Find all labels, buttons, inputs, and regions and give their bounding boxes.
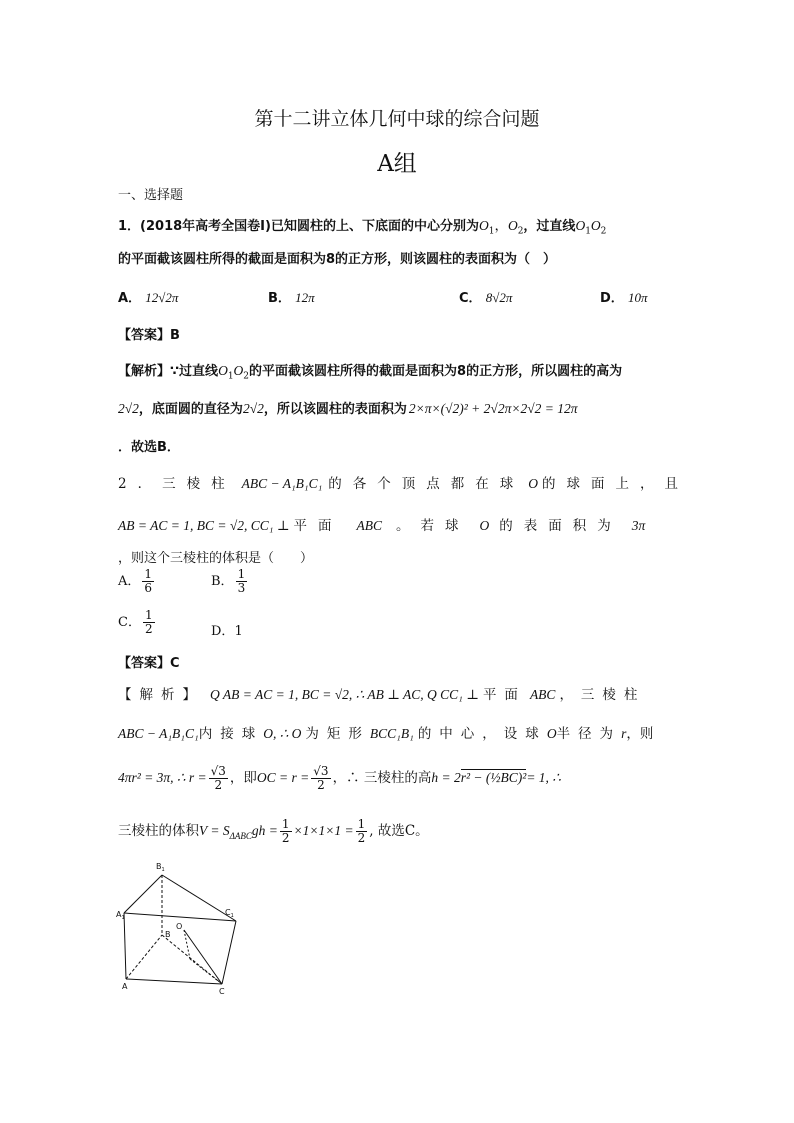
q1-line-o1: O [575,218,586,233]
q1-o1: O [478,218,489,233]
q1-stem: 1．(2018年高考全国卷Ⅰ)已知圆柱的上、下底面的中心分别为 [118,219,479,234]
q2-stem-c: 的球面上，且 [542,476,690,492]
q2-analysis-bcc1b1: BCC₁B₁ [369,726,414,741]
q2-analysis-h: h = 2 [431,770,461,786]
q2-option-a [118,568,156,595]
q1-analysis-line2 [118,398,577,417]
q2-plane-abc: ABC [356,518,383,533]
q1-sep: ， [494,218,508,234]
q2-stem-d: 。若球 [396,518,470,534]
label-b1: $B_1$ [156,862,165,873]
q2-answer [118,652,180,671]
q2-analysis-oc-den: 2 [317,778,325,793]
q2-analysis-o: O, ∴ O [263,726,302,741]
q2-analysis-line1 [118,683,645,703]
q2-option-c-den: 2 [144,622,153,637]
q1-analysis-text1: ∵过直线 [170,364,219,379]
q1-answer [118,324,180,343]
q2-option-c [118,609,157,636]
q2-option-d [211,620,243,639]
q2-line1 [118,472,689,492]
q2-option-c-num: 1 [144,608,153,622]
q1-o2-sub: 2 [517,226,524,237]
q2-analysis-then: ，则 [626,726,654,742]
q2-option-a-num: 1 [144,567,153,581]
q2-line2 [118,514,645,534]
q2-sphere-o: O [528,476,539,491]
q2-option-a-label: A． [118,574,141,590]
q1-option-b-value: 12π [295,290,315,305]
q2-analysis-v: V = S [199,823,230,839]
q2-analysis-half2-den: 2 [357,831,366,846]
q1-answer-value: B [170,328,180,343]
q1-analysis-o1-sub: 1 [227,371,234,382]
q2-analysis-ie: ，即 [229,770,257,787]
q1-o2: O [507,218,518,233]
prism-figure [112,855,242,1000]
q1-line-o2: O [590,218,601,233]
q2-analysis-o3: O [546,726,557,741]
q1-option-c-label: C． [459,291,482,306]
q1-option-d-label: D． [600,291,624,306]
q1-line-o1-sub: 1 [585,226,591,237]
q2-analysis-volume-text: 三棱柱的体积 [118,823,199,840]
q2-analysis-sqrt: r² − (½BC)² [460,770,527,786]
q1-line-o2-sub: 2 [600,226,607,237]
q2-option-c-label: C． [118,615,141,631]
q1-analysis-label: 【解析】 [118,364,171,379]
q2-option-c-fraction [143,609,155,636]
q1-option-c-value: 8√2π [485,290,513,305]
q2-analysis-prism-word: ，三棱柱 [559,687,646,703]
edge-a1b1 [124,875,162,913]
label-o: O [176,922,183,931]
q1-o1-sub: 1 [488,226,495,237]
q2-stem: 2．三棱柱 [118,476,236,492]
q2-analysis-oc-num: √3 [313,764,329,778]
section-heading: 一、选择题 [118,188,184,203]
q2-analysis-eq1: 4πr² = 3π, ∴ r = [118,770,207,786]
q2-analysis-v-sub: ΔABC [229,830,252,841]
q2-analysis-r-den: 2 [214,778,223,793]
q2-analysis-prism: ABC − A₁B₁C₁ [118,726,199,741]
edge-ab [126,935,162,979]
q1-analysis-text2d: ，所以该圆柱的表面积为 [263,402,407,417]
q2-analysis-oc-frac [311,765,330,792]
q1-surface-area-formula: 2×π×(√2)² + 2√2π×2√2 = 12π [408,401,578,416]
q1-analysis-o2-sub: 2 [243,371,250,382]
q2-stem-b: 的各个顶点都在球 [328,476,525,492]
q2-analysis-r-num: √3 [210,764,226,778]
q2-analysis-h-result: = 1, ∴ [526,770,561,786]
q2-analysis-line3 [118,765,561,792]
q2-condition: AB = AC = 1, BC = √2, CC₁ ⊥ [118,518,290,533]
edge-ac [126,979,222,984]
q2-analysis-r: r [621,726,627,741]
q2-option-b-fraction [236,568,248,595]
q1-analysis-line1 [118,360,622,382]
q2-option-b-den: 3 [237,581,246,596]
q1-diameter-value: 2√2 [242,401,264,416]
q2-option-a-den: 6 [144,581,153,596]
q2-stem-e: 的表面积为 [499,518,622,534]
q2-line3: ，则这个三棱柱的体积是（ ） [118,551,314,566]
q2-option-b-label: B． [211,574,234,590]
q2-analysis-gh: gh = [251,823,278,839]
label-c1: $C_1$ [225,908,234,919]
q1-analysis-o1: O [218,363,228,378]
q2-analysis-half2-num: 1 [357,817,366,831]
q1-option-c [459,287,512,306]
q2-analysis-half2 [356,818,368,845]
edge-a1c1 [124,913,236,921]
q2-analysis-inscribed: 内接球 [198,726,264,742]
q1-height-value: 2√2 [118,401,139,416]
q2-analysis-product: ×1×1×1 = [293,823,354,839]
q2-answer-label: 【答案】 [118,656,171,671]
q2-prism: ABC − A₁B₁C₁ [241,476,323,491]
q1-option-a-label: A． [118,291,142,306]
q1-option-d-value: 10π [627,290,648,305]
q2-analysis-height-text: ，∴ 三棱柱的高 [332,770,432,787]
label-a1: $A_1$ [116,910,125,921]
q2-analysis-plane: 平面 [482,687,526,703]
label-b: B [165,930,171,939]
q2-analysis-line4 [118,818,429,845]
q1-line1 [118,214,606,237]
q2-area-value: 3π [631,518,646,533]
q1-option-d [600,287,647,306]
q2-analysis-line2 [118,722,653,742]
q2-analysis-half1-num: 1 [281,817,290,831]
q2-analysis-rect: 为矩形 [305,726,370,742]
q2-sphere-o2: O [479,518,490,533]
q1-analysis-line3: ．故选B． [118,440,180,455]
q1-option-b-label: B． [268,291,291,306]
q2-analysis-choose: , 故选C。 [369,823,429,840]
edge-aa1 [124,913,126,979]
q2-analysis-center: 的中心，设球 [417,726,547,742]
q1-option-a [118,287,178,306]
q2-analysis-half1-den: 2 [281,831,290,846]
q1-stem-b: ，过直线 [523,219,576,234]
group-heading: A组 [377,151,417,177]
label-c: C [219,987,225,996]
q2-analysis-oc: OC = r = [256,770,310,786]
q2-option-d-label: D． [211,624,235,639]
q1-option-b [268,287,315,306]
q1-analysis-o2: O [233,363,244,378]
q1-line2: 的平面截该圆柱所得的截面是面积为8的正方形，则该圆柱的表面积为（ ） [118,252,557,267]
q2-analysis-abc: ABC [529,687,556,702]
q2-option-a-fraction [142,568,154,595]
q2-analysis-label: 【解析】 [118,687,204,703]
q2-answer-value: C [170,656,180,671]
page-title: 第十二讲立体几何中球的综合问题 [254,108,540,130]
q2-option-b-num: 1 [237,567,246,581]
q1-option-a-value: 12√2π [145,290,179,305]
q2-analysis-cond: Q AB = AC = 1, BC = √2, ∴ AB ⊥ AC, Q CC₁ ⊥ [210,687,479,702]
q1-analysis-text1b: 的平面截该圆柱所得的截面是面积为8的正方形，所以圆柱的高为 [249,364,623,379]
q1-answer-label: 【答案】 [118,328,171,343]
label-a: A [122,982,128,991]
edge-cc1 [222,921,236,984]
q2-option-b [211,568,249,595]
q2-analysis-r-frac [209,765,228,792]
q1-analysis-text2b: ，底面圆的直径为 [138,402,243,417]
q2-analysis-half1 [280,818,292,845]
q2-plane-word: 平面 [293,518,343,534]
q2-option-d-value: 1 [234,624,243,639]
q2-analysis-radius: 半径为 [556,726,622,742]
